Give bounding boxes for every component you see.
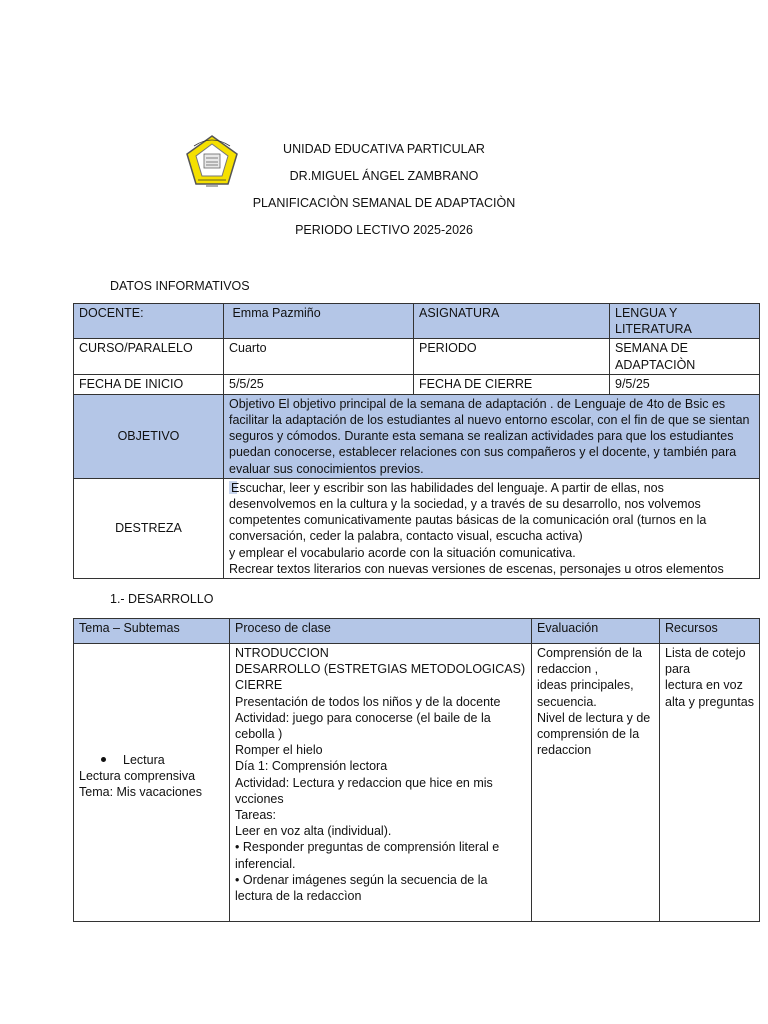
header-recursos: Recursos [660,619,760,644]
proceso-line: NTRODUCCION [235,646,329,660]
objetivo-value: Objetivo El objetivo principal de la semana de adaptación . de Lenguaje de 4to de Bsic es facilitar la adaptación de los estudiantes al nuevo entorno escolar, con el fin de que se sientan seguros y cómodos. Durante esta semana se realizan actividades para que los estudiantes puedan conocerse, establecer relaciones con sus compañeros y el docente, y también para evaluar sus conocimientos previos. [224,394,760,478]
datos-informativos-title: DATOS INFORMATIVOS [110,279,250,293]
proceso-line: Romper el hielo [235,743,323,758]
header-school-type: UNIDAD EDUCATIVA PARTICULAR [283,142,485,156]
proceso-line: Tareas: [235,808,276,823]
recursos-line: lectura en voz alta y preguntas [665,678,754,709]
destreza-label: DESTREZA [74,478,224,578]
tema-line: Lectura comprensiva [79,768,196,783]
destreza-line: Recrear textos literarios con nuevas versiones de escenas, personajes u otros elementos [229,561,724,576]
tema-line: Tema: Mis vacaciones [79,785,202,800]
asignatura-value: LENGUA Y LITERATURA [610,304,760,339]
periodo-value: SEMANA DE ADAPTACIÒN [610,339,760,374]
evaluacion-line: Comprensión de la redaccion , [537,646,642,677]
table-row [74,644,760,922]
table-row [74,304,760,339]
docente-value: Emma Pazmiño [224,304,414,339]
destreza-value [224,478,760,578]
table-row [74,374,760,394]
header-plan-title: PLANIFICACIÒN SEMANAL DE ADAPTACIÒN [252,196,516,210]
curso-value: Cuarto [224,339,414,374]
evaluacion-line: ideas principales, secuencia. [537,678,634,709]
fecha-cierre-label: FECHA DE CIERRE [414,374,610,394]
objetivo-label: OBJETIVO [74,394,224,478]
proceso-line: • Responder preguntas de comprensión literal e inferencial. [235,840,500,871]
tema-cell [74,644,230,922]
destreza-line: Escuchar, leer y escribir son las habilidades del lenguaje. A partir de ellas, nos desenvolvemos en la cultura y la sociedad, y a través de su desarrollo, nos volvemos competentes comunicativamente pautas básicas de la comunicación oral (turnos en la conversación, ceder la palabra, contacto visual, escucha activa) [229,480,707,544]
destreza-line: y emplear el vocabulario acorde con la situación comunicativa. [229,545,576,560]
fecha-inicio-value: 5/5/25 [224,374,414,394]
evaluacion-line: Nivel de lectura y de comprensión de la redaccion [537,710,651,758]
recursos-cell [660,644,760,922]
table-row [74,478,760,578]
proceso-line: Leer en voz alta (individual). [235,824,392,839]
proceso-line: Actividad: Lectura y redaccion que hice en mis vcciones [235,775,493,806]
table-row [74,339,760,374]
header-tema: Tema – Subtemas [74,619,230,644]
fecha-cierre-value: 9/5/25 [610,374,760,394]
header-evaluacion: Evaluación [532,619,660,644]
proceso-line: • Ordenar imágenes según la secuencia de la lectura de la redaccìon [235,872,488,904]
asignatura-label: ASIGNATURA [414,304,610,339]
tema-bullet: Lectura [79,752,224,768]
bullet-icon [101,757,106,762]
table-row [74,619,760,644]
header-periodo: PERIODO LECTIVO 2025-2026 [295,223,473,237]
desarrollo-table [73,618,760,922]
evaluacion-cell [532,644,660,922]
proceso-cell [230,644,532,922]
fecha-inicio-label: FECHA DE INICIO [74,374,224,394]
docente-label: DOCENTE: [74,304,224,339]
desarrollo-title: 1.- DESARROLLO [110,592,214,606]
header-proceso: Proceso de clase [230,619,532,644]
curso-label: CURSO/PARALELO [74,339,224,374]
proceso-line: Día 1: Comprensión lectora [235,759,388,774]
proceso-line: Actividad: juego para conocerse (el baile de la cebolla ) [235,710,491,742]
proceso-line: Presentación de todos los niños y de la docente [235,694,501,709]
proceso-line: CIERRE [235,678,283,693]
school-crest-logo [184,134,240,188]
recursos-line: Lista de cotejo para [665,646,746,677]
datos-informativos-table [73,303,760,579]
header-school-name: DR.MIGUEL ÁNGEL ZAMBRANO [289,169,479,183]
proceso-line: DESARROLLO (ESTRETGIAS METODOLOGICAS) [235,662,526,677]
periodo-label: PERIODO [414,339,610,374]
table-row [74,394,760,478]
